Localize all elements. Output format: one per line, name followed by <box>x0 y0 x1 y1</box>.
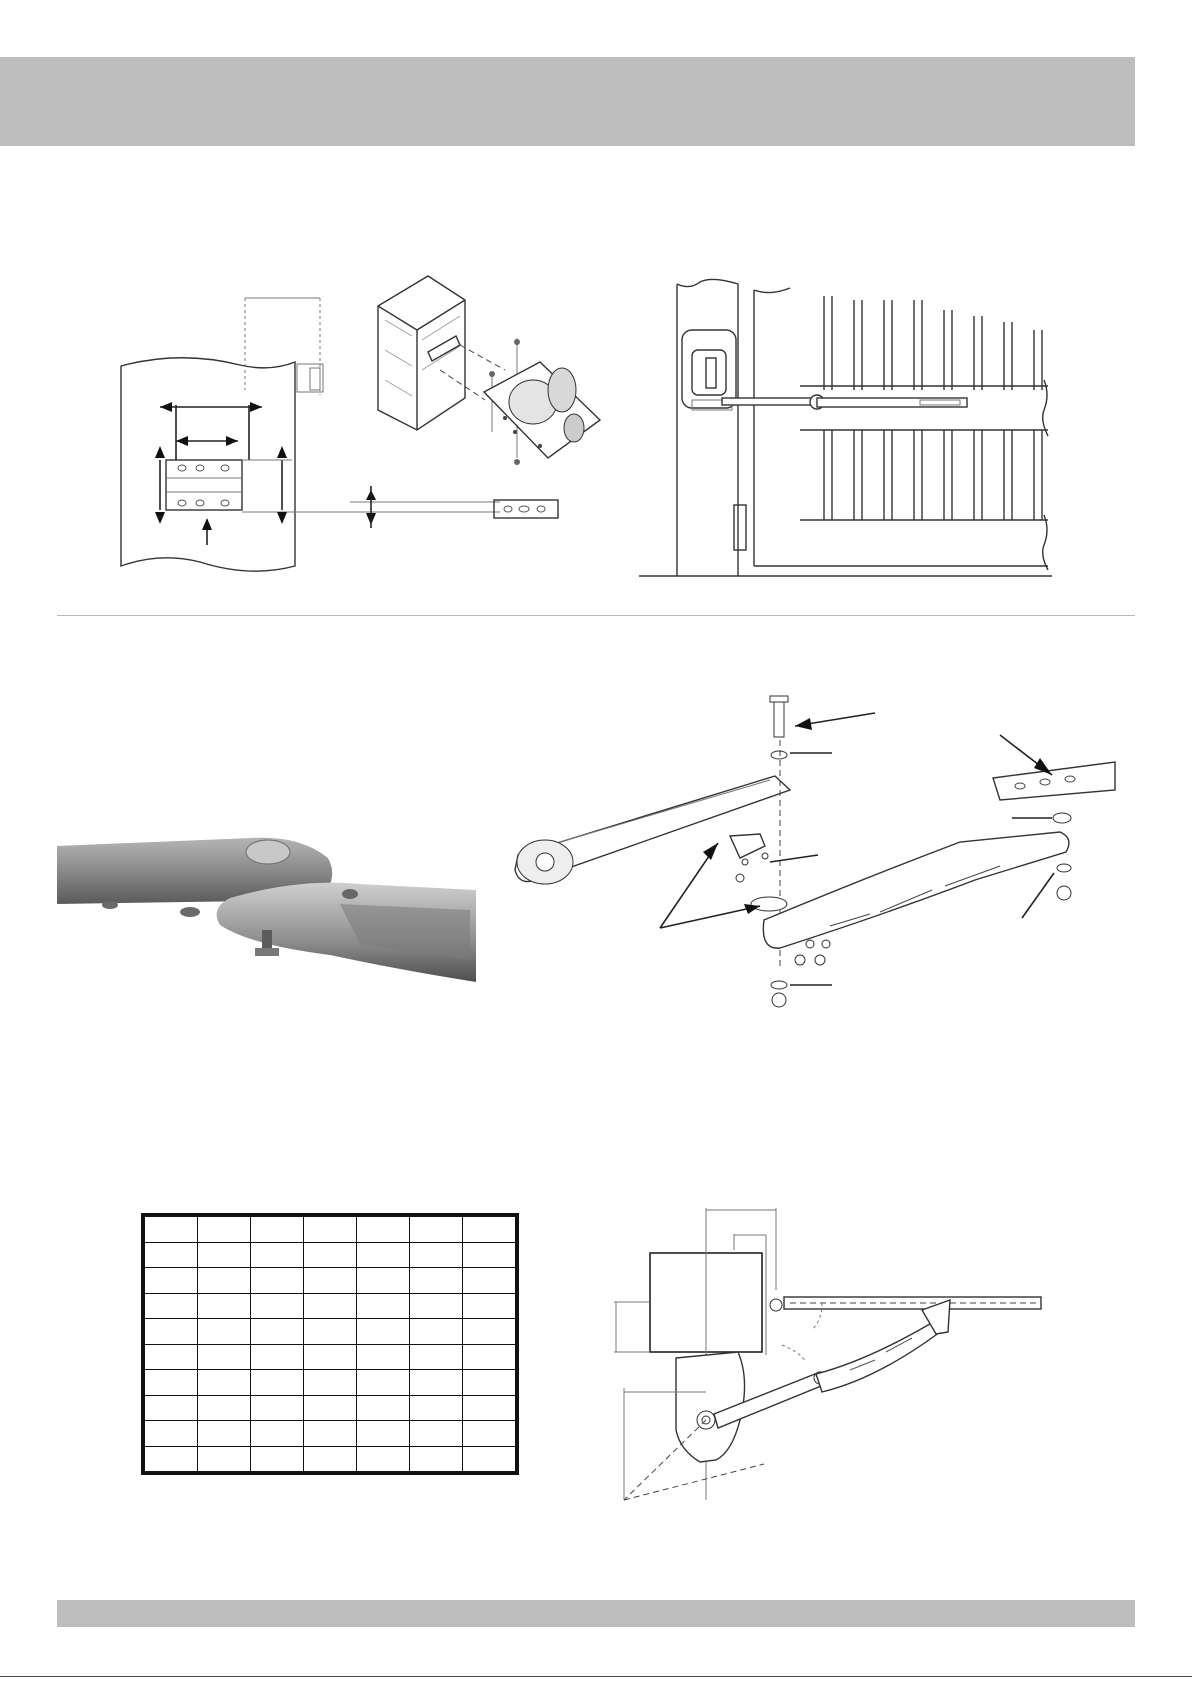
header-band <box>0 57 1135 146</box>
dimension-grid <box>144 1216 516 1472</box>
page-bottom-rule <box>0 1676 1192 1677</box>
installation-dimension-table <box>141 1213 519 1475</box>
section-divider <box>57 615 1135 616</box>
footer-band <box>57 1600 1135 1627</box>
